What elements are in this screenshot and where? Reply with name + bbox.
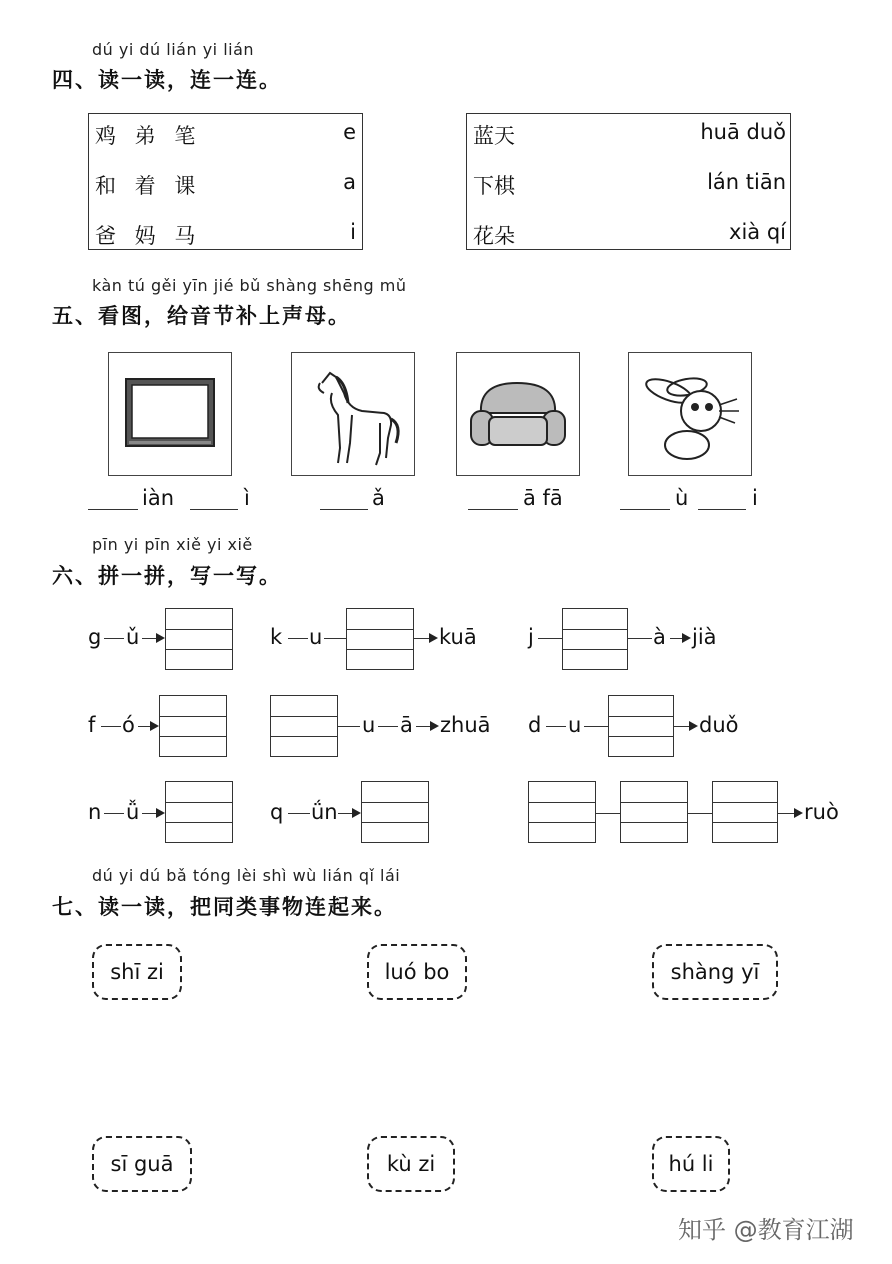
s4-pinyin: dú yi dú lián yi lián xyxy=(92,40,255,59)
writing-box[interactable] xyxy=(346,608,414,670)
connector-line xyxy=(104,638,124,639)
arrow-icon xyxy=(430,721,439,731)
connector-line xyxy=(670,638,682,639)
connector-line xyxy=(584,726,608,727)
pinyin-card-top-2[interactable]: luó bo xyxy=(367,944,467,1000)
horse-icon xyxy=(292,353,413,474)
arrow-icon xyxy=(689,721,698,731)
s4-left-row2-hanzi: 和 着 课 xyxy=(95,174,202,198)
s4-left-box xyxy=(88,113,363,250)
r2b-medial: u xyxy=(362,713,376,737)
writing-box[interactable] xyxy=(361,781,429,843)
s5-answer-a2: ì xyxy=(244,486,250,510)
connector-line xyxy=(288,638,308,639)
r3a-final: ǚ xyxy=(126,800,140,824)
connector-line xyxy=(378,726,398,727)
pinyin-card-top-3[interactable]: shàng yī xyxy=(652,944,778,1000)
blank-line[interactable] xyxy=(698,509,746,510)
connector-line xyxy=(142,638,156,639)
connector-line xyxy=(778,813,794,814)
connector-line xyxy=(538,638,562,639)
connector-line xyxy=(416,726,430,727)
s4-right-row3-pinyin: xià qí xyxy=(729,220,786,244)
r2a-initial: f xyxy=(88,713,96,737)
pinyin-card-bottom-3[interactable]: hú li xyxy=(652,1136,730,1192)
picture-frame-4 xyxy=(628,352,752,476)
arrow-icon xyxy=(352,808,361,818)
connector-line xyxy=(338,813,352,814)
arrow-icon xyxy=(156,808,165,818)
connector-line xyxy=(674,726,689,727)
s7-title: 七、读一读，把同类事物连起来。 xyxy=(52,895,397,919)
r3c-result: ruò xyxy=(804,800,839,824)
connector-line xyxy=(628,638,652,639)
r3b-initial: q xyxy=(270,800,284,824)
r1a-final: ǔ xyxy=(126,625,140,649)
s4-right-row1-pinyin: huā duǒ xyxy=(700,120,786,144)
writing-box[interactable] xyxy=(528,781,596,843)
arrow-icon xyxy=(150,721,159,731)
blank-line[interactable] xyxy=(88,509,138,510)
connector-line xyxy=(596,813,620,814)
s4-right-row2-pinyin: lán tiān xyxy=(707,170,786,194)
writing-box[interactable] xyxy=(712,781,778,843)
s6-title: 六、拼一拼，写一写。 xyxy=(52,564,282,588)
writing-box[interactable] xyxy=(165,608,233,670)
connector-line xyxy=(104,813,124,814)
writing-box[interactable] xyxy=(159,695,227,757)
connector-line xyxy=(324,638,346,639)
r1b-medial: u xyxy=(309,625,323,649)
r2a-final: ó xyxy=(122,713,135,737)
blank-line[interactable] xyxy=(468,509,518,510)
arrow-icon xyxy=(429,633,438,643)
writing-box[interactable] xyxy=(270,695,338,757)
connector-line xyxy=(101,726,121,727)
s4-left-row1-hanzi: 鸡 弟 笔 xyxy=(95,124,202,148)
pinyin-card-top-1[interactable]: shī zi xyxy=(92,944,182,1000)
r2b-final: ā xyxy=(400,713,413,737)
r1b-initial: k xyxy=(270,625,283,649)
r1c-result: jià xyxy=(692,625,717,649)
writing-box[interactable] xyxy=(562,608,628,670)
connector-line xyxy=(414,638,429,639)
s4-title: 四、读一读，连一连。 xyxy=(52,68,282,92)
s4-left-row3-vowel: i xyxy=(350,220,356,244)
r2c-result: duǒ xyxy=(699,713,739,737)
r1b-result: kuā xyxy=(439,625,477,649)
sofa-icon xyxy=(457,353,578,474)
blank-line[interactable] xyxy=(320,509,368,510)
s4-right-box xyxy=(466,113,791,250)
s5-answer-d1: ù xyxy=(675,486,689,510)
s4-left-row3-hanzi: 爸 妈 马 xyxy=(95,224,202,248)
s4-left-row2-vowel: a xyxy=(343,170,356,194)
connector-line xyxy=(338,726,360,727)
pinyin-card-bottom-1[interactable]: sī guā xyxy=(92,1136,192,1192)
r1c-initial: j xyxy=(528,625,534,649)
connector-line xyxy=(546,726,566,727)
arrow-icon xyxy=(794,808,803,818)
pinyin-card-bottom-2[interactable]: kù zi xyxy=(367,1136,455,1192)
connector-line xyxy=(688,813,712,814)
s7-pinyin: dú yi dú bǎ tóng lèi shì wù lián qǐ lái xyxy=(92,866,401,885)
s5-pinyin: kàn tú gěi yīn jié bǔ shàng shēng mǔ xyxy=(92,276,407,295)
writing-box[interactable] xyxy=(608,695,674,757)
r1c-final: à xyxy=(653,625,666,649)
s5-answer-b1: ǎ xyxy=(372,486,385,510)
rabbit-icon xyxy=(629,353,750,474)
writing-box[interactable] xyxy=(165,781,233,843)
arrow-icon xyxy=(156,633,165,643)
r2b-result: zhuā xyxy=(440,713,491,737)
blank-line[interactable] xyxy=(620,509,670,510)
s6-pinyin: pīn yi pīn xiě yi xiě xyxy=(92,535,253,554)
writing-box[interactable] xyxy=(620,781,688,843)
blank-line[interactable] xyxy=(190,509,238,510)
s4-right-row2-word: 下棋 xyxy=(473,174,515,198)
connector-line xyxy=(138,726,150,727)
r3a-initial: n xyxy=(88,800,102,824)
s5-answer-d2: i xyxy=(752,486,758,510)
arrow-icon xyxy=(682,633,691,643)
r3b-final: ǘn xyxy=(311,800,338,824)
r2c-medial: u xyxy=(568,713,582,737)
connector-line xyxy=(142,813,156,814)
picture-frame-3 xyxy=(456,352,580,476)
watermark: 知乎 @教育江湖 xyxy=(678,1216,854,1244)
connector-line xyxy=(288,813,310,814)
picture-frame-1 xyxy=(108,352,232,476)
r2c-initial: d xyxy=(528,713,542,737)
s5-answer-c1: ā fā xyxy=(523,486,563,510)
s4-right-row3-word: 花朵 xyxy=(473,224,515,248)
r1a-initial: g xyxy=(88,625,102,649)
s5-answer-a1: iàn xyxy=(142,486,175,510)
television-icon xyxy=(109,353,230,474)
s4-left-row1-vowel: e xyxy=(343,120,356,144)
s4-right-row1-word: 蓝天 xyxy=(473,124,515,148)
picture-frame-2 xyxy=(291,352,415,476)
s5-title: 五、看图，给音节补上声母。 xyxy=(52,304,351,328)
